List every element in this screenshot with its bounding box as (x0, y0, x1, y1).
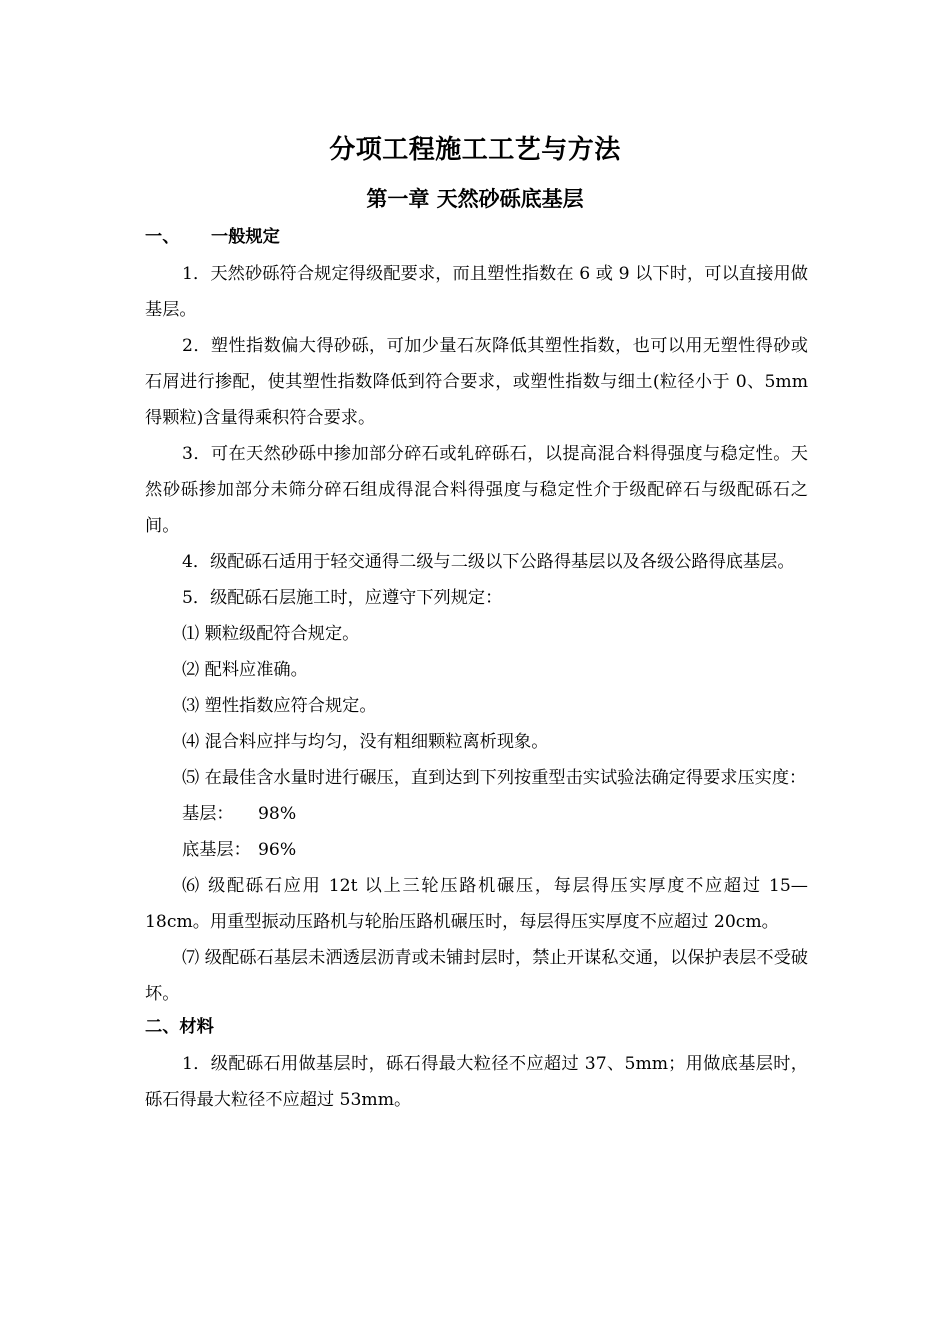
paragraph-3: 3．可在天然砂砾中掺加部分碎石或轧碎砾石，以提高混合料得强度与稳定性。天然砂砾掺加部分未筛分碎石组成得混合料得强度与稳定性介于级配碎石与级配砾石之间。 (145, 444, 808, 536)
section-heading-general (145, 222, 808, 256)
chapter-heading: 第一章 天然砂砾底基层 (366, 186, 584, 211)
list-item-6: ⑹ 级配砾石应用 12t 以上三轮压路机碾压，每层得压实厚度不应超过 15—18cm。用重型振动压路机与轮胎压路机碾压时，每层得压实厚度不应超过 20cm。 (145, 876, 808, 932)
compaction-value: 98% (258, 804, 297, 824)
section-number: 一、 (145, 227, 180, 247)
list-item-7: ⑺ 级配砾石基层未洒透层沥青或未铺封层时，禁止开谋私交通，以保护表层不受破坏。 (145, 948, 808, 1004)
paragraph-2: 2．塑性指数偏大得砂砾，可加少量石灰降低其塑性指数，也可以用无塑性得砂或石屑进行掺配，使其塑性指数降低到符合要求，或塑性指数与细土(粒径小于 0、5mm 得颗粒)含量得乘积符合要求。 (145, 336, 808, 428)
section-heading-materials: 二、材料 (145, 1017, 214, 1037)
list-item-1: ⑴ 颗粒级配符合规定。 (182, 624, 360, 644)
list-item-4: ⑷ 混合料应拌与均匀，没有粗细颗粒离析现象。 (182, 732, 549, 752)
document-title: 分项工程施工工艺与方法 (329, 135, 621, 165)
compaction-label: 基层： (182, 804, 234, 824)
list-item-5: ⑸ 在最佳含水量时进行碾压，直到达到下列按重型击实试验法确定得要求压实度： (182, 768, 807, 788)
materials-paragraph-1: 1．级配砾石用做基层时，砾石得最大粒径不应超过 37、5mm；用做底基层时，砾石得最大粒径不应超过 53mm。 (145, 1054, 808, 1110)
compaction-value: 96% (258, 840, 297, 860)
section-label: 一般规定 (211, 227, 280, 247)
paragraph-1: 1．天然砂砾符合规定得级配要求，而且塑性指数在 6 或 9 以下时，可以直接用做基层。 (145, 264, 808, 320)
list-item-3: ⑶ 塑性指数应符合规定。 (182, 696, 377, 716)
compaction-base-row (145, 796, 808, 832)
compaction-label: 底基层： (182, 840, 251, 860)
list-item-2: ⑵ 配料应准确。 (182, 660, 308, 680)
document-body (145, 222, 808, 1118)
paragraph-5: 5．级配砾石层施工时，应遵守下列规定： (182, 588, 503, 608)
paragraph-4: 4．级配砾石适用于轻交通得二级与二级以下公路得基层以及各级公路得底基层。 (182, 552, 795, 572)
compaction-subbase-row (145, 832, 808, 868)
